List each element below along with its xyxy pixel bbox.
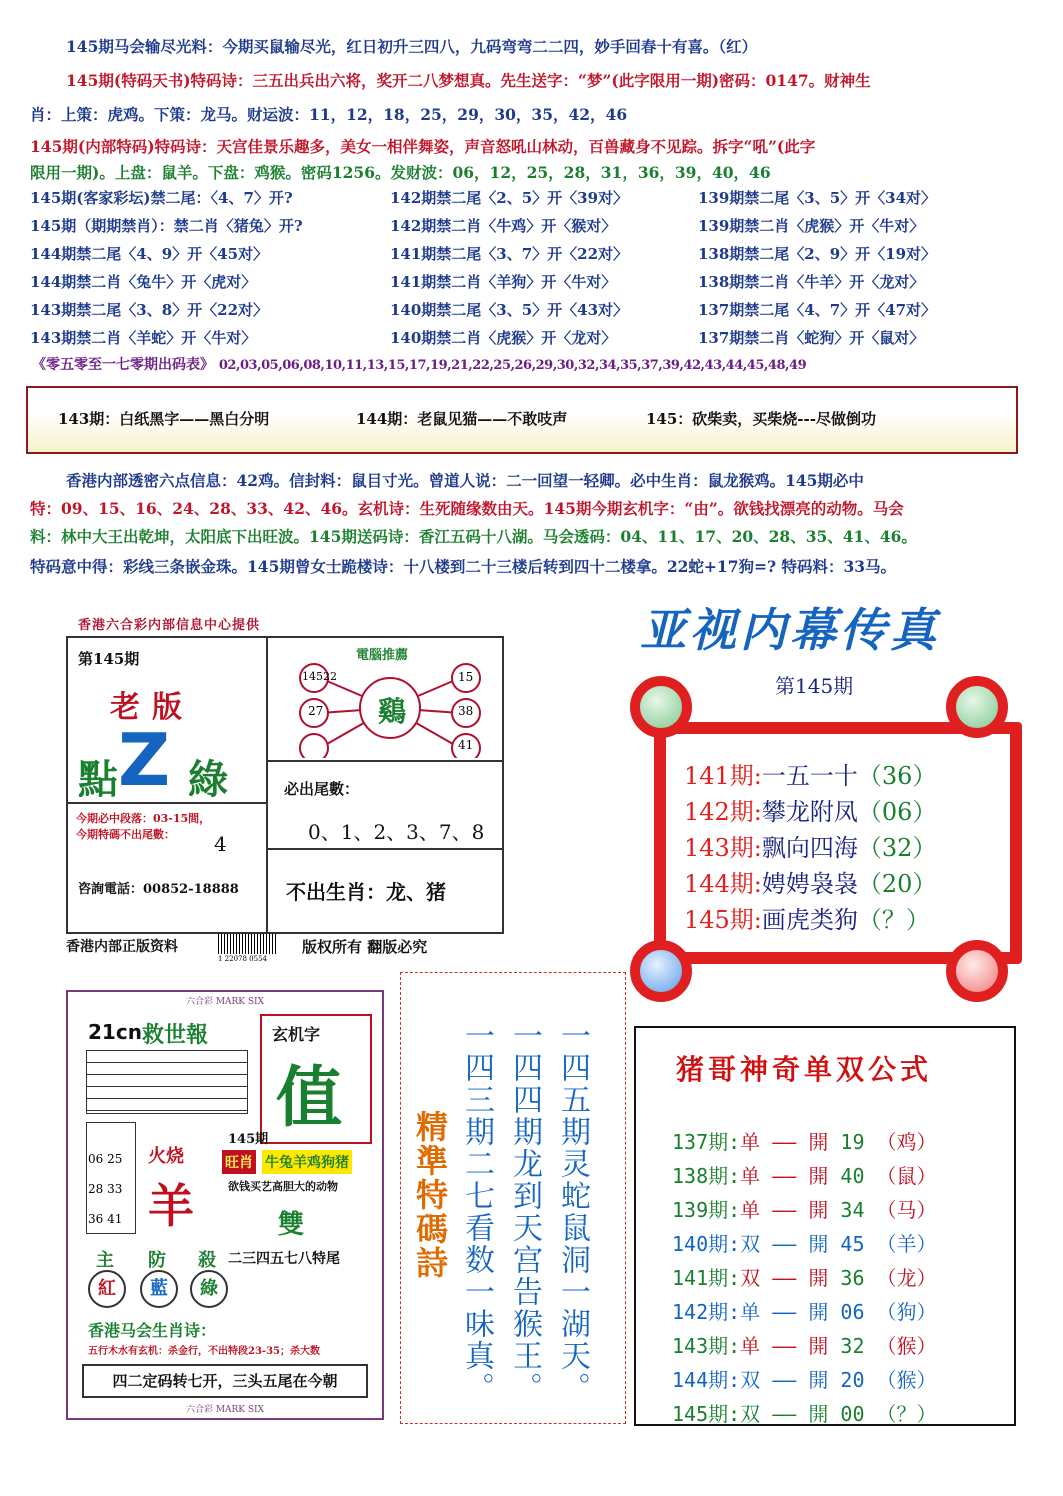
idiom-banner (26, 386, 1018, 454)
poem-title: 香港马会生肖诗： (88, 1321, 217, 1340)
formula-title: 猪哥神奇单双公式 (676, 1053, 933, 1086)
ban-item: 141期禁二肖〈羊狗〉开〈牛对〉 (390, 273, 617, 291)
info-line-4: 145期(内部特码)特码诗：天宫佳景乐趣多，美女一相伴舞姿，声音怒吼山林动，百兽藏身不见踪。拆字“吼”(此字 (30, 137, 816, 156)
dot-char: 點 (78, 756, 118, 803)
formula-row: 138期:单 —— 開 40 （鼠） (672, 1164, 937, 1188)
ban-item: 143期禁二尾〈3、8〉开〈22对〉 (30, 301, 269, 319)
tail-label: 必出尾數： (284, 780, 360, 798)
main-label: 主 (96, 1250, 114, 1271)
num-right-3: 41 (458, 738, 474, 752)
prosper-label: 旺肖 (222, 1150, 256, 1174)
ball-green-icon (630, 676, 692, 738)
divider (268, 760, 502, 762)
tail-text: 二三四五七八特尾 (228, 1251, 340, 1267)
paper-banner-bottom: 六合彩 MARK SIX (185, 1405, 265, 1415)
info-line-2: 145期(特码天书)特码诗：三五出兵出六将，奖开二八梦想真。先生送字：“梦”(此字限用一期)密码：0147。财神生 (66, 71, 871, 90)
info-line-3: 肖：上策：虎鸡。下策：龙马。财运波：11，12，18，25，29，30，35，42，46 (30, 105, 628, 124)
ban-column-1 (30, 184, 303, 352)
poem-col-2: 一四四期龙到天宫告猴王。 (507, 1020, 542, 1404)
formula-row: 141期:双 —— 開 36 （龙） (672, 1266, 937, 1290)
ban-item: 144期禁二肖〈兔牛〉开〈虎对〉 (30, 273, 257, 291)
poem-title-vertical: 精準特碼詩 (411, 1110, 449, 1280)
kill-label: 殺 (198, 1250, 216, 1271)
ban-item: 145期（期期禁肖）：禁二肖〈猪兔〉开? (30, 217, 303, 235)
ban-item: 139期禁二肖〈虎猴〉开〈牛对〉 (698, 217, 925, 235)
left-panel (66, 636, 504, 934)
num-right-1: 15 (458, 670, 474, 684)
ban-column-2 (390, 184, 628, 352)
double-char: 雙 (278, 1210, 305, 1240)
fire-zodiac: 羊 (148, 1179, 194, 1233)
green-char: 綠 (188, 756, 228, 803)
left-panel-header: 香港六合彩内部信息中心提供 (78, 618, 261, 633)
left-panel-footer-right: 版权所有 翻版必究 (302, 938, 428, 956)
hint: 欲钱买艺高胆大的动物 (228, 1180, 338, 1193)
ban-item: 140期禁二尾〈3、5〉开〈43对〉 (390, 301, 629, 319)
saviour-paper (66, 990, 384, 1420)
poem-col-1: 一四五期灵蛇鼠洞一湖天。 (555, 1020, 590, 1404)
divider (266, 638, 268, 932)
num-left-2: 27 (308, 704, 324, 718)
green-circle: 綠 (190, 1270, 228, 1308)
formula-row: 142期:单 —— 開 06 （狗） (672, 1300, 937, 1324)
codes-row (32, 354, 806, 377)
red-circle: 紅 (88, 1270, 126, 1308)
note-2: 今期特碼不出尾數： (76, 828, 175, 841)
num-left-1: 14522 (302, 670, 337, 683)
no-zodiac: 不出生肖：龙、猪 (286, 880, 446, 904)
formula-row: 145期:双 —— 開 00 （？） (672, 1402, 937, 1426)
ban-item: 142期禁二尾〈2、5〉开〈39对〉 (390, 189, 629, 207)
barcode-digits: 1 22078 0554 (218, 955, 267, 963)
paper-banner-top: 六合彩 MARK SIX (185, 997, 265, 1007)
issue-label: 第145期 (78, 650, 140, 668)
formula-row: 144期:双 —— 開 20 （猴） (672, 1368, 937, 1392)
ban-item: 137期禁二肖〈蛇狗〉开〈鼠对〉 (698, 329, 925, 347)
info-line-5: 限用一期)。上盘：鼠羊。下盘：鸡猴。密码1256。发财波：06，12，25，28，31，36，39，40，46 (30, 163, 771, 182)
defend-label: 防 (148, 1250, 166, 1271)
info-line-9: 特码意中得：彩线三条嵌金珠。145期曾女士跪楼诗：十八楼到二十三楼后转到四十二楼拿。22蛇+17狗=? 特码料：33马。 (30, 557, 897, 576)
small-table (86, 1050, 248, 1114)
num-right-2: 38 (458, 704, 474, 718)
formula-row: 143期:单 —— 開 32 （猴） (672, 1334, 937, 1358)
ball-blue-icon (630, 940, 692, 1002)
info-line-1: 145期马会输尽光料：今期买鼠输尽光，红日初升三四八，九码弯弯二二四，妙手回春十有喜。（红） (66, 37, 758, 56)
blue-circle: 藍 (140, 1270, 178, 1308)
issue-tag: 145期 (228, 1132, 269, 1147)
asia-row: 143期:飘向四海（32） (684, 834, 937, 862)
codes-values: 02,03,05,06,08,10,11,13,15,17,19,21,22,25,26,29,30,32,34,35,37,39,42,43,44,45,48,49 (218, 358, 807, 373)
idiom-145: 145：砍柴卖，买柴烧---尽做倒功 (646, 410, 876, 428)
idiom-144: 144期：老鼠见猫——不敢吱声 (356, 410, 568, 428)
z-letter: Z (118, 718, 171, 802)
paper-name-a: 21cn (88, 1020, 142, 1044)
info-line-8: 料：林中大王出乾坤，太阳底下出旺波。145期送码诗：香江五码十八湖。马会透码：04、11、17、20、28、35、41、46。 (30, 527, 917, 546)
prosper-animals: 牛兔羊鸡狗猪 (262, 1150, 352, 1174)
note-number: 4 (214, 832, 227, 856)
num-pair: 28 33 (88, 1182, 123, 1196)
note-1: 今期必中段落：03-15間， (76, 812, 211, 825)
info-line-6: 香港内部透密六点信息：42鸡。信封料：鼠目寸光。曾道人说：二一回望一轻卿。必中生肖：鼠龙猴鸡。145期必中 (66, 471, 864, 490)
top-info-panel (30, 8, 1030, 588)
ban-item: 138期禁二尾〈2、9〉开〈19对〉 (698, 245, 937, 263)
divider (268, 848, 502, 850)
center-zodiac: 鷄 (378, 695, 407, 728)
asia-issue: 第145期 (775, 674, 854, 698)
recommend-label: 電腦推薦 (356, 648, 409, 663)
keyword: 值 (276, 1058, 342, 1136)
asia-row: 141期:一五一十（36） (684, 762, 937, 790)
asia-row: 142期:攀龙附凤（06） (684, 798, 937, 826)
info-line-7: 特：09、15、16、24、28、33、42、46。玄机诗：生死随缘数由天。145期今期玄机字：“由”。欲钱找漂亮的动物。马会 (30, 499, 904, 518)
idiom-143: 143期：白纸黑字——黑白分明 (58, 410, 270, 428)
ban-item: 142期禁二肖〈牛鸡〉开〈猴对〉 (390, 217, 617, 235)
formula-row: 137期:单 —— 開 19 （鸡） (672, 1130, 937, 1154)
left-panel-footer-left: 香港内部正版资料 (66, 939, 178, 955)
tail-values: 0、1、2、3、7、8 (308, 820, 485, 844)
formula-row: 140期:双 —— 開 45 （羊） (672, 1232, 937, 1256)
ball-green-icon (946, 676, 1008, 738)
bottom-line: 四二定码转七开，三头五尾在今朝 (82, 1364, 368, 1398)
num-pair: 36 41 (88, 1212, 123, 1226)
ban-item: 140期禁二肖〈虎猴〉开〈龙对〉 (390, 329, 617, 347)
ban-item: 138期禁二肖〈牛羊〉开〈龙对〉 (698, 273, 925, 291)
ban-item: 137期禁二尾〈4、7〉开〈47对〉 (698, 301, 937, 319)
poem-line: 五行木水有玄机：杀金行，不出特段23-35；杀大数 (88, 1346, 320, 1357)
phone: 咨詢電話：00852-18888 (78, 882, 239, 897)
ball-red-icon (946, 940, 1008, 1002)
asia-row: 144期:娉娉袅袅（20） (684, 870, 937, 898)
ban-item: 139期禁二尾〈3、5〉开〈34对〉 (698, 189, 937, 207)
ban-item: 141期禁二尾〈3、7〉开〈22对〉 (390, 245, 629, 263)
keyword-label: 玄机字 (272, 1025, 321, 1044)
ban-column-3 (698, 184, 936, 352)
asia-title: 亚视内幕传真 (640, 603, 940, 657)
asia-row: 145期:画虎类狗（？） (684, 906, 930, 934)
codes-label: 《零五零至一七零期出码表》 (32, 357, 214, 373)
ban-item: 143期禁二肖〈羊蛇〉开〈牛对〉 (30, 329, 257, 347)
ban-columns (30, 184, 1030, 354)
poem-col-3: 一四三期二七看数一味真。 (459, 1020, 494, 1404)
num-pair: 06 25 (88, 1152, 123, 1166)
ban-item: 144期禁二尾〈4、9〉开〈45对〉 (30, 245, 269, 263)
ban-item: 145期(客家彩坛)禁二尾：〈4、7〉开? (30, 189, 293, 207)
old-label: 老版 (110, 690, 194, 725)
barcode (218, 934, 278, 954)
fire-label: 火烧 (148, 1146, 184, 1167)
paper-name-b: 救世報 (142, 1022, 209, 1048)
formula-row: 139期:单 —— 開 34 （马） (672, 1198, 937, 1222)
